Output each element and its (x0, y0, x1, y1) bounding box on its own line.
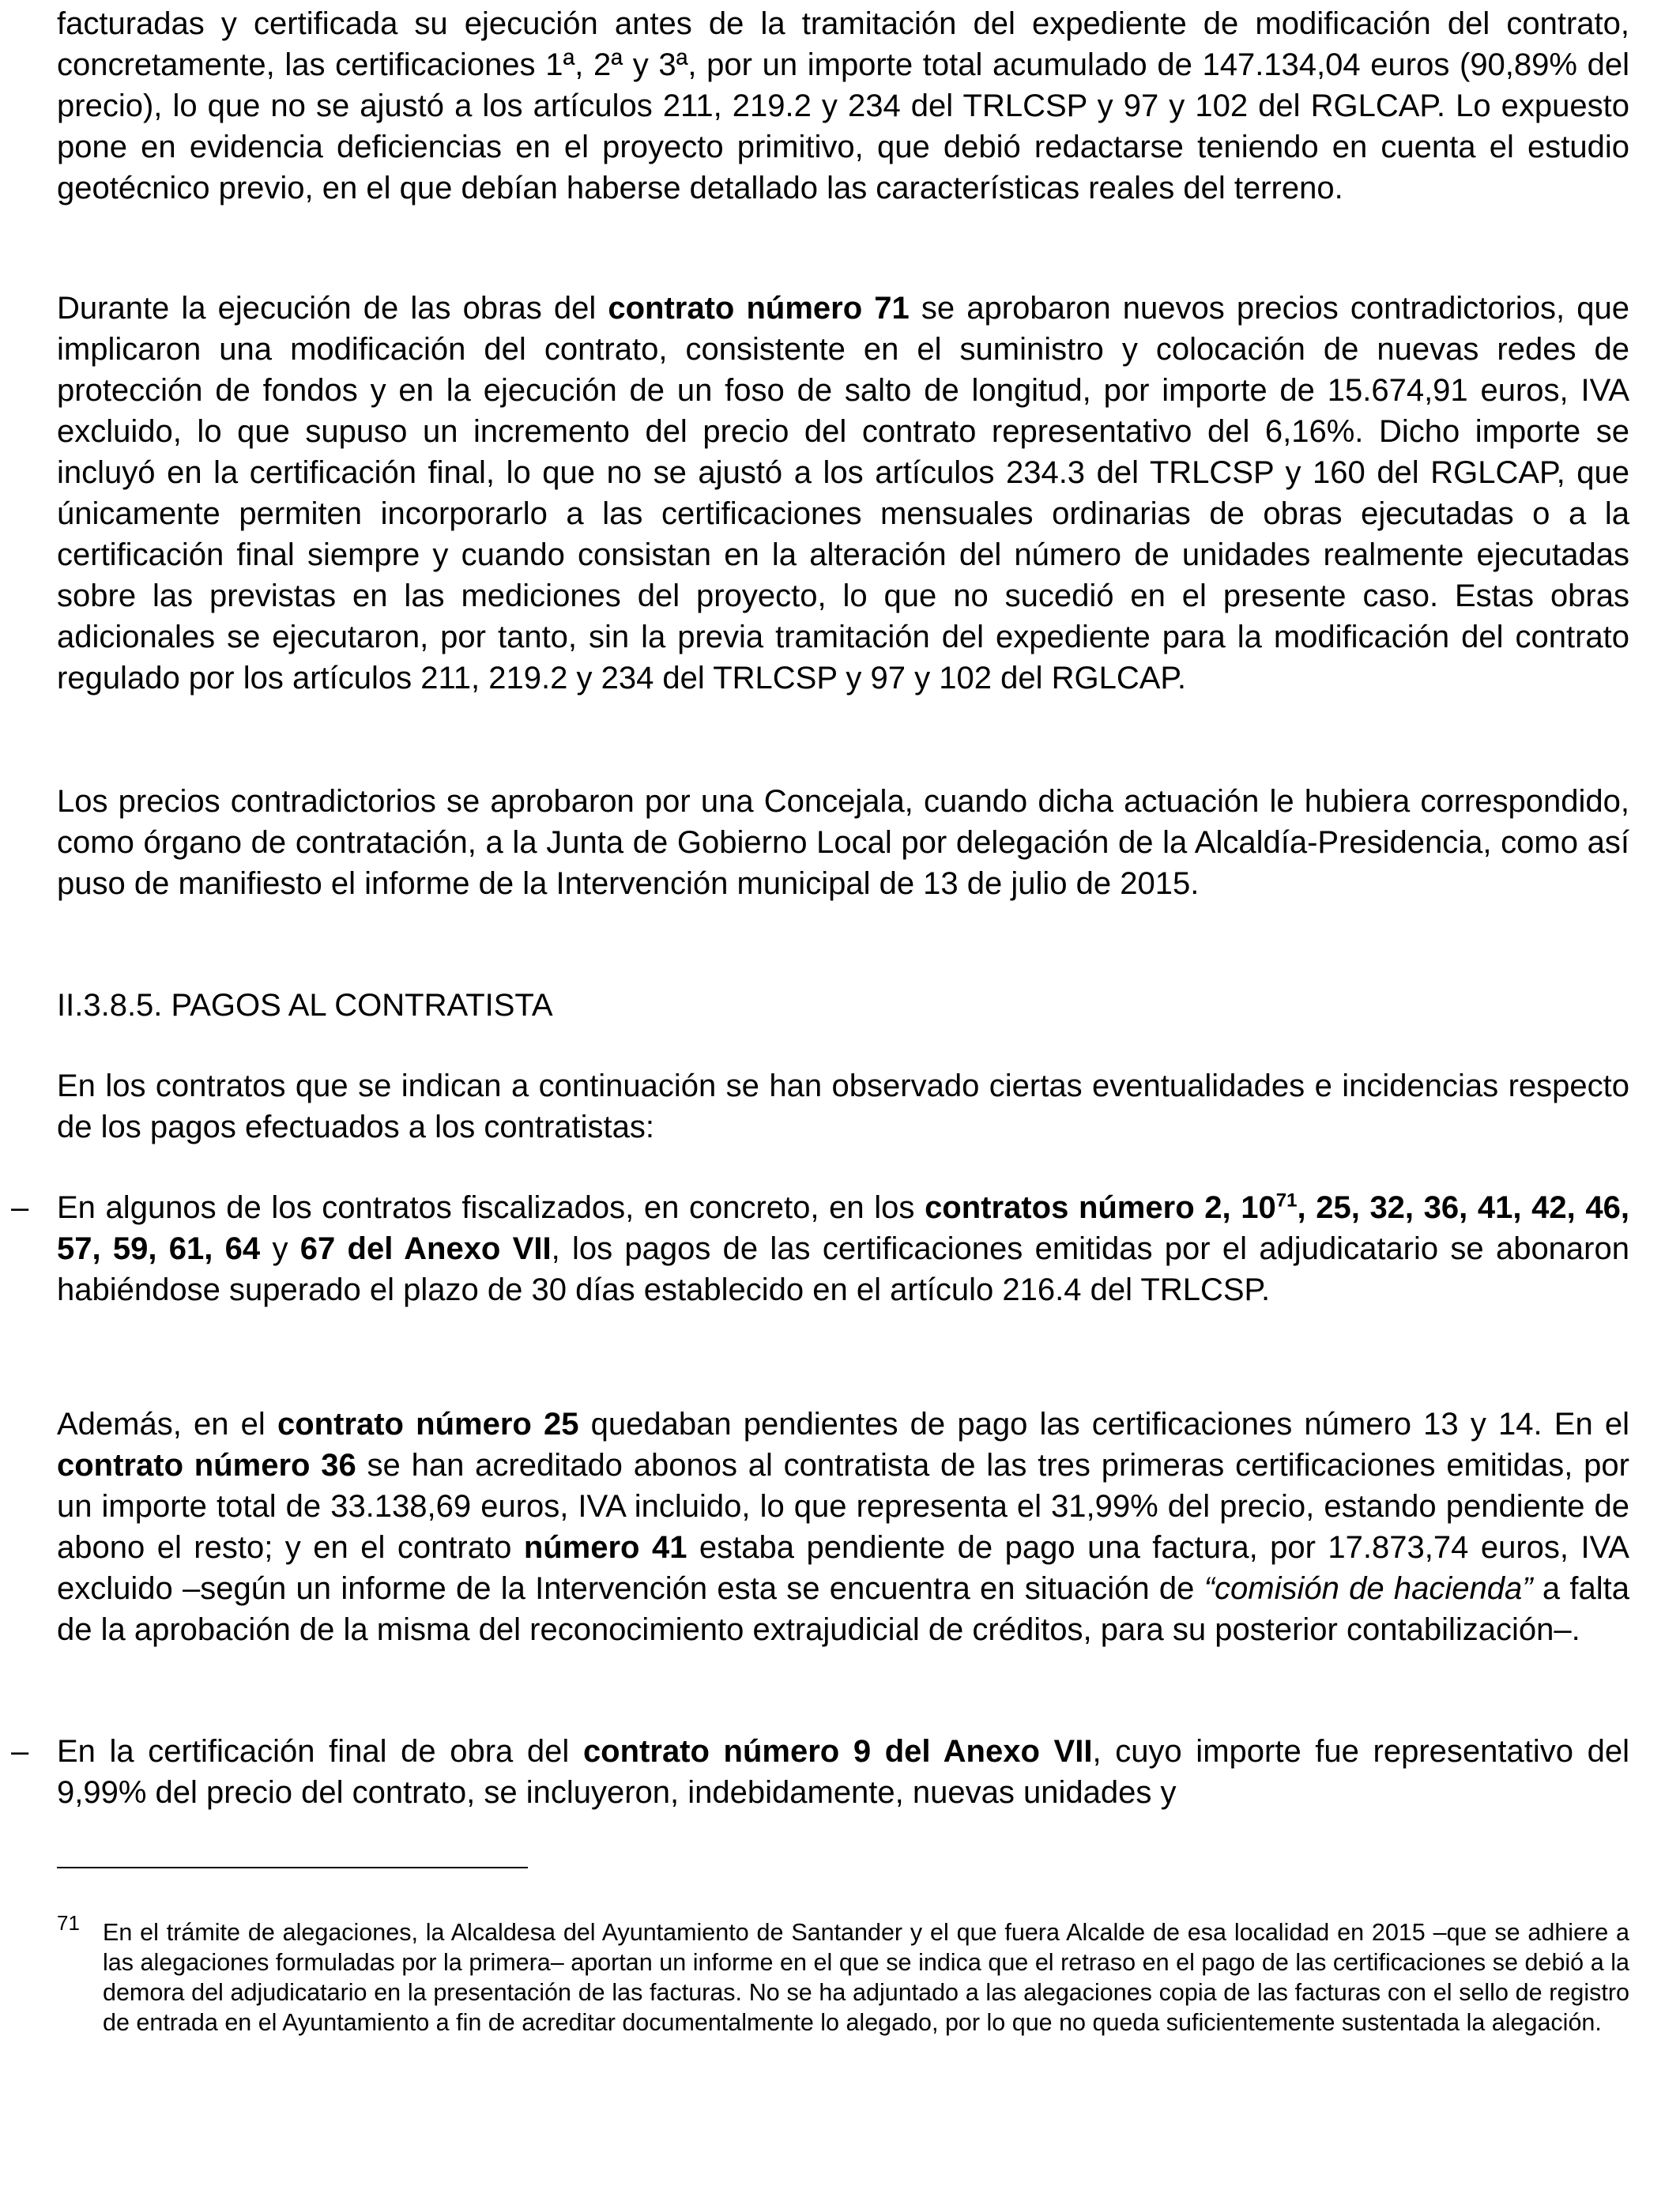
paragraph-continuation (57, 3, 1629, 209)
bullet-dash: – (11, 1190, 29, 1225)
bold-reference: contrato número 25 (277, 1407, 579, 1442)
paragraph-text: Además, en el (57, 1407, 277, 1442)
bullet-item-certificacion-final (11, 1731, 1630, 1813)
paragraph-text: facturadas y certificada su ejecución antes de la tramitación del expediente de modificación del contrato, concretamente, las certificaciones 1ª, 2ª y 3ª, por un importe total acumulado de 147.134,04 euros (90,89% del precio), lo que no se ajustó a los artículos 211, 219.2 y 234 del TRLCSP y 97 y 102 del RGLCAP. Lo expuesto pone en evidencia deficiencias en el proyecto primitivo, que debió redactarse teniendo en cuenta el estudio geotécnico previo, en el que debían haberse detallado las características reales del terreno. (57, 6, 1629, 205)
section-heading: II.3.8.5. PAGOS AL CONTRATISTA (57, 988, 553, 1023)
paragraph-contract-71 (57, 288, 1629, 699)
paragraph-text: se han acreditado abonos al contratista de las tres primeras certificaciones emitidas, por un importe total de 33.138,69 euros, IVA incluido, lo que representa el 31,99% del precio, estando pendiente de abono el resto; y en el contrato (57, 1448, 1629, 1565)
bold-reference: 67 del Anexo VII (299, 1231, 552, 1266)
paragraph-pendientes-pago (57, 1404, 1629, 1650)
paragraph-text: , cuyo importe fue representativo del 9,99% del precio del contrato, se incluyeron, indebidamente, nuevas unidades y (57, 1734, 1630, 1810)
paragraph-intro-pagos (57, 1065, 1629, 1148)
paragraph-text: Durante la ejecución de las obras del (57, 291, 608, 326)
bullet-text (57, 1187, 1629, 1310)
bold-reference: contrato número 36 (57, 1448, 356, 1483)
paragraph-text: y (260, 1231, 300, 1266)
paragraph-text: En los contratos que se indican a continuación se han observado ciertas eventualidades e incidencias respecto de los pagos efectuados a los contratistas: (57, 1069, 1629, 1144)
italic-quote: “comisión de hacienda” (1203, 1571, 1533, 1606)
paragraph-text: En algunos de los contratos fiscalizados, en concreto, en los (57, 1190, 925, 1225)
bold-reference-text: contratos número 2, 10 (925, 1190, 1276, 1225)
paragraph-text: estaba pendiente de pago una factura, por 17.873,74 euros, IVA excluido –según un informe de la Intervención esta se encuentra en situación de (57, 1530, 1629, 1606)
footnote-reference[interactable]: 71 (1275, 1189, 1298, 1212)
paragraph-text: quedaban pendientes de pago las certificaciones número 13 y 14. En el (578, 1407, 1629, 1442)
paragraph-text: , los pagos de las certificaciones emitidas por el adjudicatario se abonaron habiéndose superado el plazo de 30 días establecido en el artículo 216.4 del TRLCSP. (57, 1231, 1629, 1307)
paragraph-text: En la certificación final de obra del (57, 1734, 583, 1769)
paragraph-text: a falta de la aprobación de la misma del reconocimiento extrajudicial de créditos, para su posterior contabilización–. (57, 1571, 1630, 1647)
footnote (57, 1911, 1629, 2038)
footnote-number: 71 (57, 1911, 80, 1935)
paragraph-precios-contradictorios (57, 781, 1629, 904)
paragraph-text: Los precios contradictorios se aprobaron por una Concejala, cuando dicha actuación le hubiera correspondido, como órgano de contratación, a la Junta de Gobierno Local por delegación de la Alcaldía-Presidencia, como así puso de manifiesto el informe de la Intervención municipal de 13 de julio de 2015. (57, 784, 1629, 901)
bold-reference: contrato número 9 del Anexo VII (582, 1734, 1093, 1769)
bullet-text (57, 1731, 1629, 1813)
bold-reference-text: , 25, 32, 36, 41, 42, 46, 57, 59, 61, 64 (57, 1190, 1629, 1266)
footnote-separator (57, 1867, 528, 1868)
bullet-dash: – (11, 1734, 29, 1769)
footnote-text: En el trámite de alegaciones, la Alcaldesa del Ayuntamiento de Santander y el que fuera Alcalde de esa localidad en 2015 –que se adhiere a las alegaciones formuladas por la primera– aportan un informe en el que se indica que el retraso en el pago de las certificaciones se debió a la demora del adjudicatario en la presentación de las facturas. No se ha adjuntado a las alegaciones copia de las facturas con el sello de registro de entrada en el Ayuntamiento a fin de acreditar documentalmente lo alegado, por lo que no queda suficientemente sustentada la alegación. (103, 1919, 1629, 2036)
bullet-item-plazo-pago (11, 1187, 1629, 1310)
bold-reference: contrato número 71 (608, 291, 910, 326)
bold-reference: número 41 (523, 1530, 687, 1565)
paragraph-text: se aprobaron nuevos precios contradictorios, que implicaron una modificación del contrato, consistente en el suministro y colocación de nuevas redes de protección de fondos y en la ejecución de un foso de salto de longitud, por importe de 15.674,91 euros, IVA excluido, lo que supuso un incremento del precio del contrato representativo del 6,16%. Dicho importe se incluyó en la certificación final, lo que no se ajustó a los artículos 234.3 del TRLCSP y 160 del RGLCAP, que únicamente permiten incorporarlo a las certificaciones mensuales ordinarias de obras ejecutadas o a la certificación final siempre y cuando consistan en la alteración del número de unidades realmente ejecutadas sobre las previstas en las mediciones del proyecto, lo que no sucedió en el presente caso. Estas obras adicionales se ejecutaron, por tanto, sin la previa tramitación del expediente para la modificación del contrato regulado por los artículos 211, 219.2 y 234 del TRLCSP y 97 y 102 del RGLCAP. (57, 291, 1630, 696)
